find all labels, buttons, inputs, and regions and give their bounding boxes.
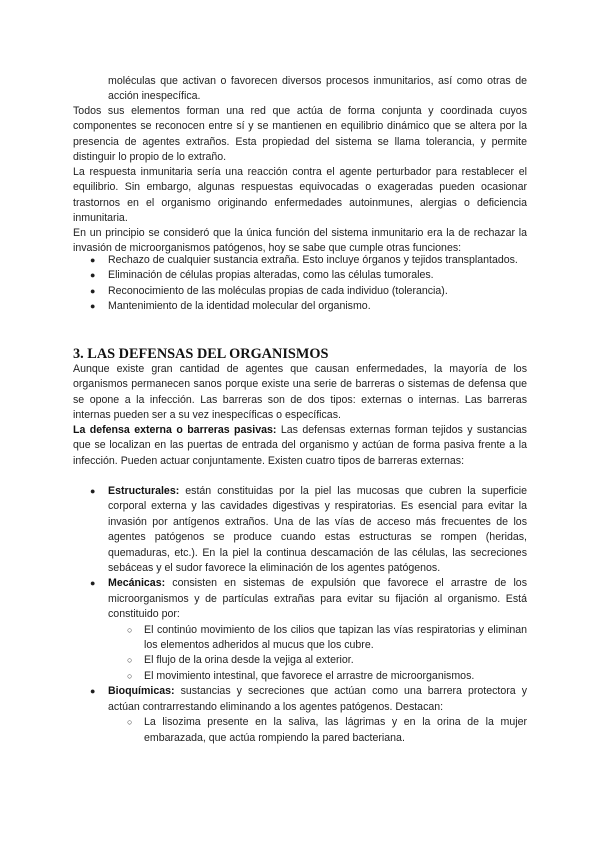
bullet-icon: ● <box>90 255 96 265</box>
intro-continuation: moléculas que activan o favorecen diversos procesos inmunitarios, así como otras de acción inespecífica. <box>108 75 527 103</box>
sublist-item: ○ El movimiento intestinal, que favorece el arrastre de microorganismos. <box>108 669 527 684</box>
barriers-list <box>73 484 527 746</box>
paragraph-section-intro: Aunque existe gran cantidad de agentes que causan enfermedades, la mayoría de los organismos permanecen sanos porque existe una serie de barreras o sistemas de defensa que se opone a la infección. Las barreras son de dos tipos: externas o internas. Las barreras internas pueden ser a su vez inespecíficas o específicas. <box>73 363 527 422</box>
paragraph-functions-intro: En un principio se consideró que la única función del sistema inmunitario era la de rechazar la invasión de microorganismos patógenos, hoy se sabe que cumple otras funciones: <box>73 227 527 255</box>
paragraph-tolerance: Todos sus elementos forman una red que actúa de forma conjunta y coordinada cuyos componentes se reconocen entre sí y se mantienen en equilibrio dinámico que se altera por la presencia de agentes extraños. Esta propiedad del sistema se llama tolerancia, y permite distinguir lo propio de lo extraño. <box>73 105 527 164</box>
bullet-icon: ● <box>90 686 96 697</box>
bullet-icon: ● <box>90 270 96 281</box>
bullet-icon: ● <box>90 285 96 296</box>
barrier-mechanical: ● Mecánicas: consisten en sistemas de expulsión que favorece el arrastre de los microorganismos y de partículas extrañas para evitar su fijación al organismo. Está constituido por: ○ El continúo movimiento de los cilios que tapizan las vías respiratorias y eliminan los elementos adheridos al mucus que los cubre. ○ El flujo de la orina desde la vejiga al exterior. ○ El movimiento intestinal, que favorece el arrastre de microorganismos. <box>73 576 527 684</box>
section-heading: 3. LAS DEFENSAS DEL ORGANISMOS <box>73 346 329 362</box>
list-item: ● Reconocimiento de las moléculas propias de cada individuo (tolerancia). <box>73 284 527 299</box>
list-item: ● Mantenimiento de la identidad molecular del organismo. <box>73 299 527 314</box>
paragraph-external-defense: La defensa externa o barreras pasivas: Las defensas externas forman tejidos y sustancias que se localizan en las puertas de entrada del organismo y actúan de forma pasiva frente a la infección. Pueden actuar conjuntamente. Existen cuatro tipos de barreras externas: <box>73 424 527 467</box>
list-item: ● Rechazo de cualquier sustancia extraña. Esto incluye órganos y tejidos transplantados. <box>73 253 527 268</box>
sublist-item: ○ El flujo de la orina desde la vejiga al exterior. <box>108 653 527 668</box>
functions-list <box>73 253 527 315</box>
sublist-item: ○ La lisozima presente en la saliva, las lágrimas y en la orina de la mujer embarazada, que actúa rompiendo la pared bacteriana. <box>127 716 527 744</box>
sublist-item: ○ El continúo movimiento de los cilios que tapizan las vías respiratorias y eliminan los elementos adheridos al mucus que los cubre. <box>127 623 527 652</box>
bullet-icon: ● <box>90 578 96 589</box>
external-defense-label: La defensa externa o barreras pasivas: <box>73 424 277 436</box>
list-item: ● Eliminación de células propias alteradas, como las células tumorales. <box>73 268 527 283</box>
biochemical-sublist <box>108 715 527 746</box>
hollow-bullet-icon: ○ <box>127 717 133 728</box>
bullet-icon: ● <box>90 301 96 312</box>
barrier-biochemical: ● Bioquímicas: sustancias y secreciones que actúan como una barrera protectora y actúan contrarrestando eliminando a los agentes patógenos. Destacan: ○ La lisozima presente en la saliva, las lágrimas y en la orina de la mujer embarazada, que actúa rompiendo la pared bacteriana. <box>73 684 527 746</box>
hollow-bullet-icon: ○ <box>127 624 133 635</box>
hollow-bullet-icon: ○ <box>127 670 133 681</box>
hollow-bullet-icon: ○ <box>127 655 133 666</box>
bullet-icon: ● <box>90 486 96 496</box>
paragraph-immune-response: La respuesta inmunitaria sería una reacción contra el agente perturbador para restablecer el equilibrio. Sin embargo, algunas respuestas equivocadas o exageradas pueden ocasionar trastornos en el organismo originando enfermedades autoinmunes, alergias o deficiencia inmunitaria. <box>73 166 527 225</box>
mechanical-sublist <box>108 623 527 685</box>
barrier-structural: ● Estructurales: están constituidas por la piel las mucosas que cubren la superficie corporal externa y las cavidades digestivas y respiratorias. Es esencial para evitar la invasión por antígenos extraños. Una de las vías de acceso más frecuentes de los agentes patógenos se produce cuando estas estructuras se rompen (heridas, quemaduras, etc.). En la piel la continua descamación de las células, las secreciones sebáceas y el sudor favorece la eliminación de los agentes patógenos. <box>90 485 527 575</box>
